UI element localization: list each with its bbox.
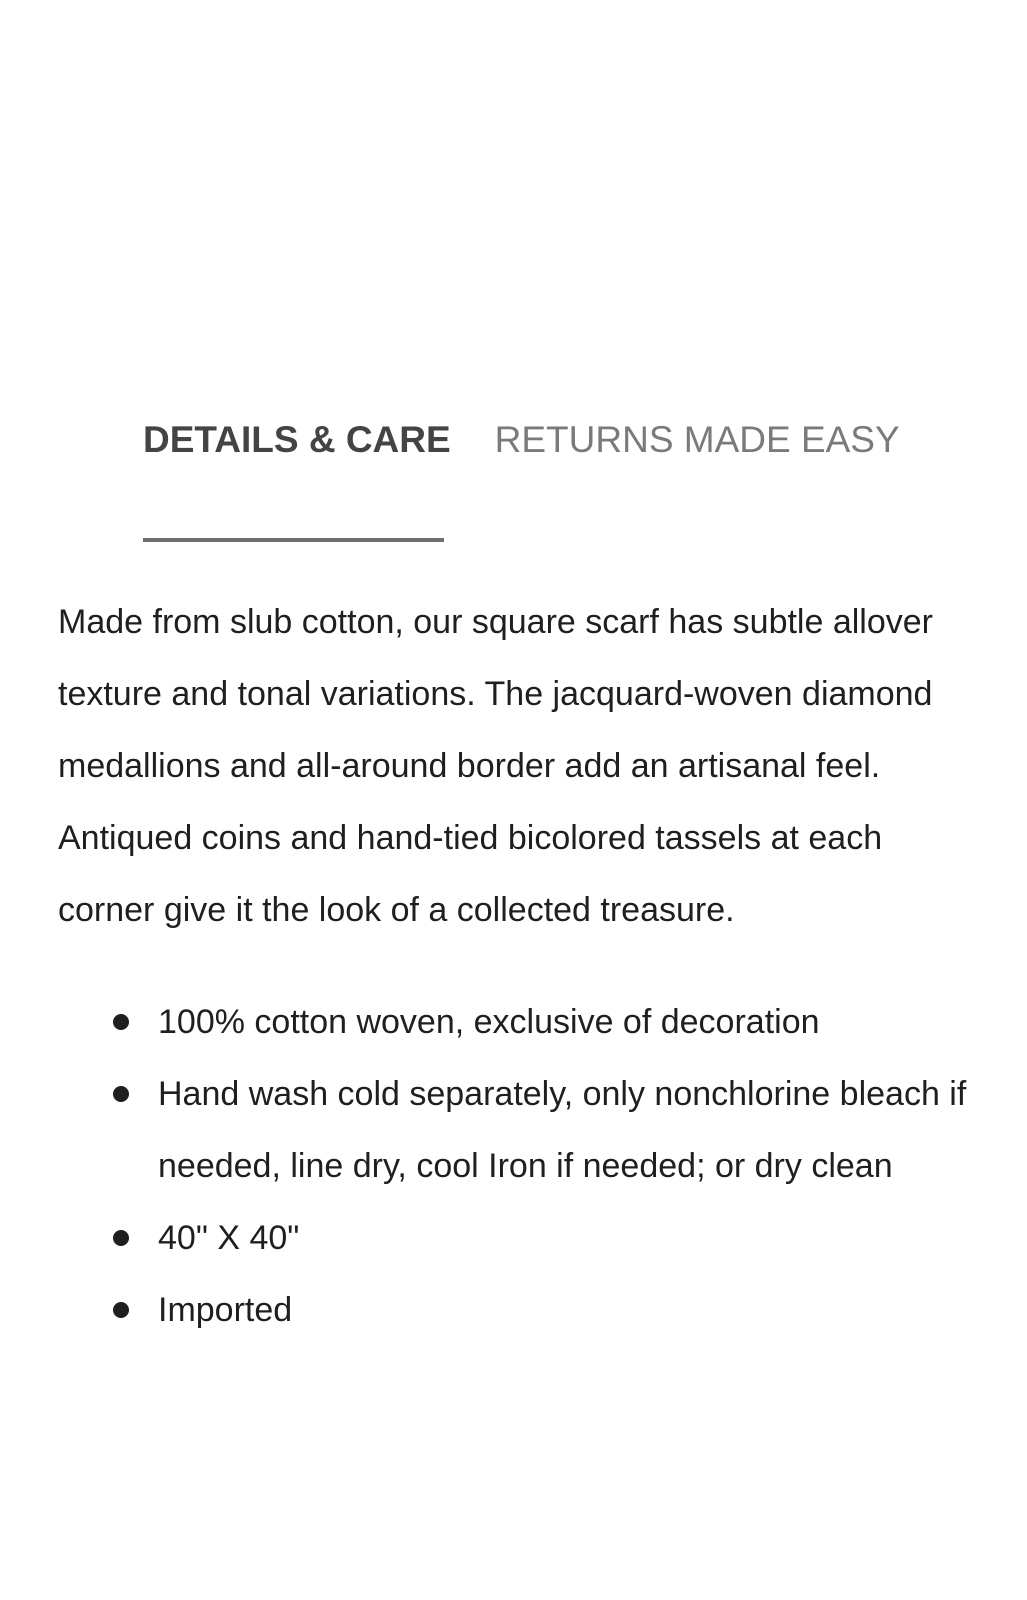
list-item xyxy=(110,1202,990,1274)
feature-list xyxy=(110,986,990,1346)
tab-bar xyxy=(143,418,900,462)
bullet-icon xyxy=(113,1086,129,1102)
product-description: Made from slub cotton, our square scarf has subtle allover texture and tonal variations. The jacquard-woven diamond medallions and all-around border add an artisanal feel. Antiqued coins and hand-tied bicolored tassels at each corner give it the look of a collected treasure. xyxy=(58,603,933,929)
feature-text: Imported xyxy=(158,1291,293,1329)
feature-text: 100% cotton woven, exclusive of decoration xyxy=(158,1003,820,1041)
active-tab-indicator xyxy=(143,538,444,542)
list-item xyxy=(110,986,990,1058)
bullet-icon xyxy=(113,1302,129,1318)
list-item xyxy=(110,1058,990,1202)
feature-text: 40" X 40" xyxy=(158,1219,300,1257)
tab-details-care[interactable]: DETAILS & CARE xyxy=(143,419,451,460)
tab-returns-made-easy[interactable]: RETURNS MADE EASY xyxy=(494,419,900,460)
list-item xyxy=(110,1274,990,1346)
bullet-icon xyxy=(113,1014,129,1030)
bullet-icon xyxy=(113,1230,129,1246)
feature-text: Hand wash cold separately, only nonchlorine bleach if needed, line dry, cool Iron if needed; or dry clean xyxy=(158,1075,967,1185)
